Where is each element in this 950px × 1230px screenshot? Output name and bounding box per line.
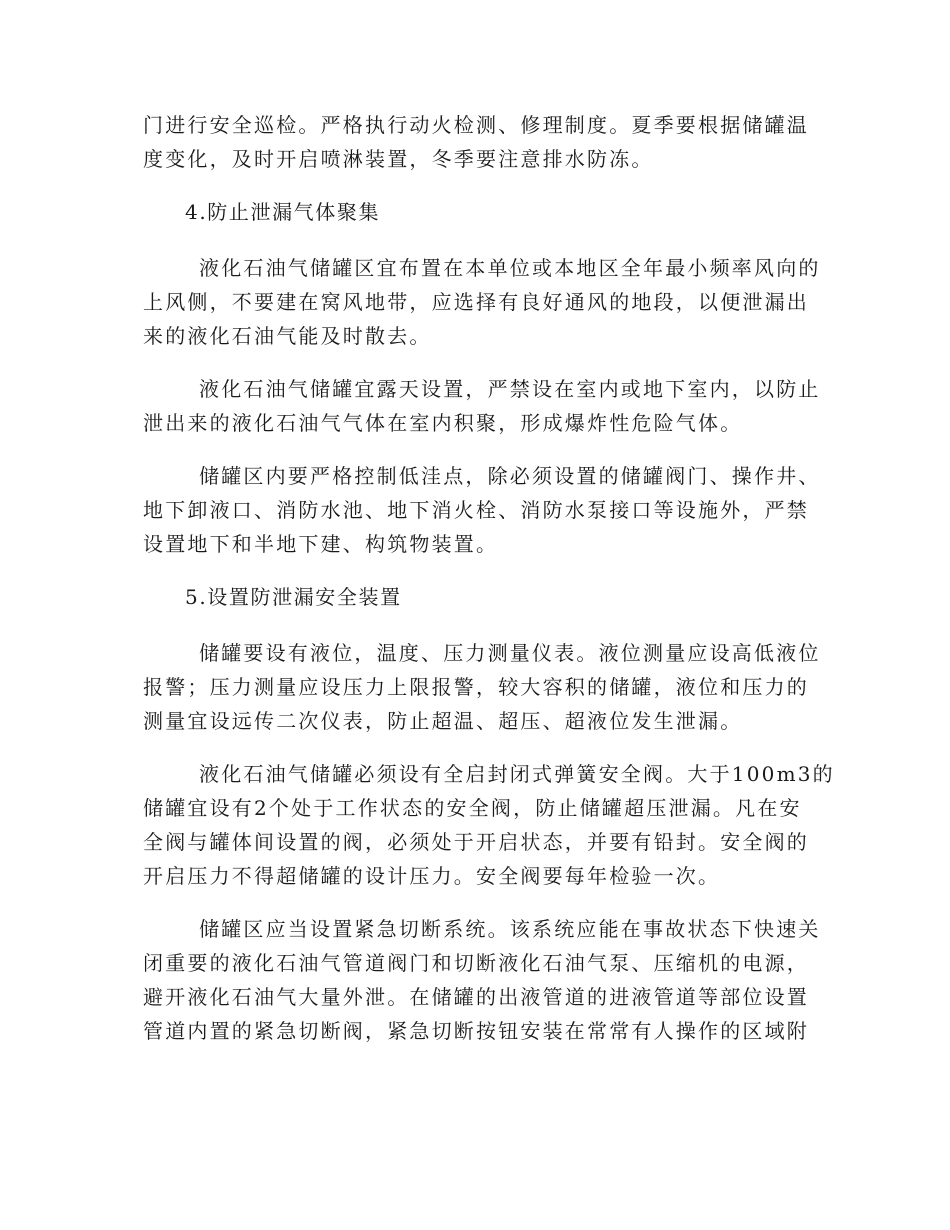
paragraph-line: 开启压力不得超储罐的设计压力。安全阀要每年检验一次。 [143,864,721,888]
paragraph-line: 门进行安全巡检。严格执行动火检测、修理制度。夏季要根据储罐温 [143,113,809,137]
paragraph-line: 储罐区内要严格控制低洼点，除必须设置的储罐阀门、操作井、 [199,464,821,488]
paragraph-line: 储罐区应当设置紧急切断系统。该系统应能在事故状态下快速关 [199,917,821,941]
paragraph-line: 泄出来的液化石油气气体在室内积聚，形成爆炸性危险气体。 [143,411,743,435]
paragraph-line: 闭重要的液化石油气管道阀门和切断液化石油气泵、压缩机的电源， [143,951,809,975]
paragraph-line: 报警；压力测量应设压力上限报警，较大容积的储罐，液位和压力的 [143,675,809,699]
paragraph [143,912,821,1048]
paragraph-line: 避开液化石油气大量外泄。在储罐的出液管道的进液管道等部位设置 [143,985,809,1009]
paragraph [143,251,821,353]
paragraph-line: 储罐要设有液位，温度、压力测量仪表。液位测量应设高低液位 [199,641,821,665]
paragraph-line: 地下卸液口、消防水池、地下消火栓、消防水泵接口等设施外，严禁 [143,498,809,522]
paragraph-line: 设置地下和半地下建、构筑物装置。 [143,532,499,556]
section-heading: 4.防止泄漏气体聚集 [185,200,381,224]
paragraph-line: 管道内置的紧急切断阀，紧急切断按钮安装在常常有人操作的区域附 [143,1019,809,1043]
paragraph [143,108,807,176]
paragraph-line: 度变化，及时开启喷淋装置，冬季要注意排水防冻。 [143,147,654,171]
paragraph [143,757,835,893]
paragraph-line: 来的液化石油气能及时散去。 [143,324,432,348]
paragraph [143,459,821,561]
section-heading: 5.设置防泄漏安全装置 [185,585,402,609]
paragraph-line: 上风侧，不要建在窝风地带，应选择有良好通风的地段，以便泄漏出 [143,290,809,314]
paragraph [143,636,821,738]
paragraph [143,372,821,440]
paragraph-line: 液化石油气储罐区宜布置在本单位或本地区全年最小频率风向的 [199,256,821,280]
document-page [143,108,835,1067]
paragraph-line: 测量宜设远传二次仪表，防止超温、超压、超液位发生泄漏。 [143,709,743,733]
paragraph-line: 液化石油气储罐必须设有全启封闭式弹簧安全阀。大于100m3的 [199,762,835,786]
paragraph-line: 储罐宜设有2个处于工作状态的安全阀，防止储罐超压泄漏。凡在安 [143,796,802,820]
paragraph-line: 全阀与罐体间设置的阀，必须处于开启状态，并要有铅封。安全阀的 [143,830,809,854]
paragraph-line: 液化石油气储罐宜露天设置，严禁设在室内或地下室内，以防止 [199,377,821,401]
